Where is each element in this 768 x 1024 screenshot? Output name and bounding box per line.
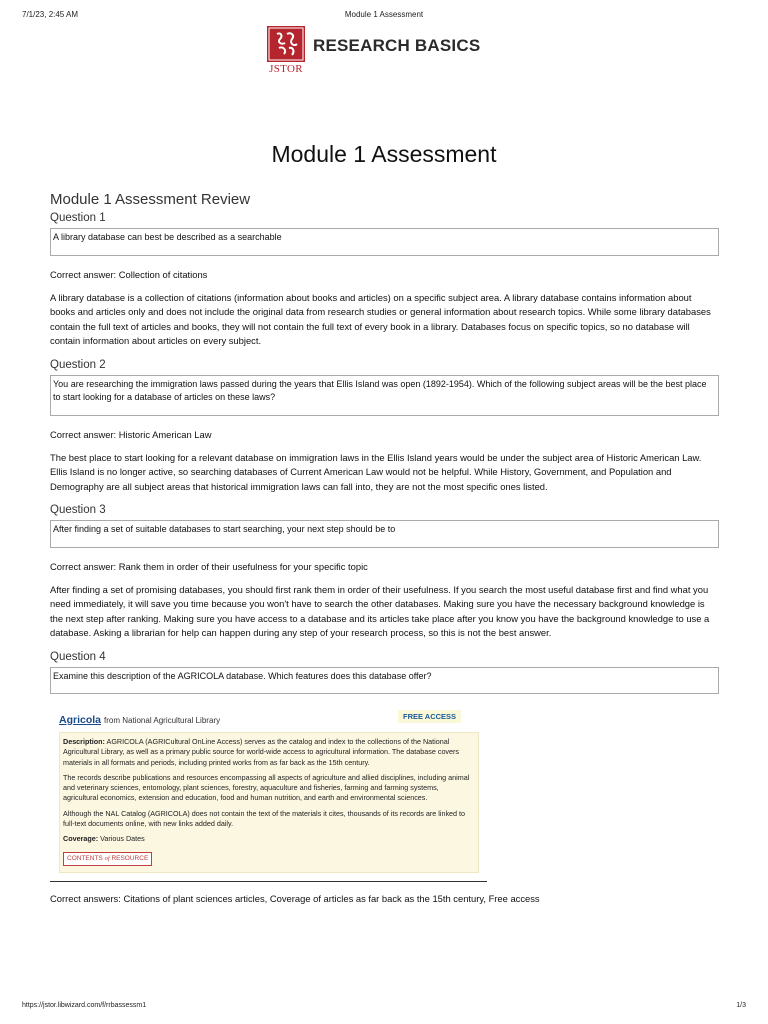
question-4-prompt: Examine this description of the AGRICOLA database. Which features does this database offer? xyxy=(50,667,719,695)
question-1-explanation: A library database is a collection of citations (information about books and articles) on a specific subject area. A library database contains information about books and articles only and does not include the original data from research studies or general information about research topics. While some library databases contain the full text of articles and books, they will not contain the full text of every book in a library. Databases focus on specific topics, so no database will contain information about articles on every subject. xyxy=(50,291,711,346)
question-3-answer: Correct answer: Rank them in order of their usefulness for your specific topic xyxy=(50,560,368,572)
question-4-label: Question 4 xyxy=(50,650,106,663)
question-2-answer: Correct answer: Historic American Law xyxy=(50,428,212,440)
print-footer xyxy=(22,1002,746,1009)
page-title: Module 1 Assessment xyxy=(271,141,497,167)
question-2-explanation: The best place to start looking for a relevant database on immigration laws in the Ellis Island years would be under the subject area of Historic American Law. Ellis Island is no longer active, so searching databases of Current American Law would not be helpful. While History, Government, and Population and Demography are all subject areas that historical immigration laws can fall into, they are not the most specific ones listed. xyxy=(50,451,702,492)
print-header xyxy=(22,10,746,22)
review-title: Module 1 Assessment Review xyxy=(50,191,251,208)
question-4-answer: Correct answers: Citations of plant sciences articles, Coverage of articles as far back as the 15th century, Free access xyxy=(50,892,540,904)
question-3-explanation: After finding a set of promising databases, you should first rank them in order of their usefulness. If you search the most useful database first and find what you need immediately, it will save you time because you won't have to search the other databases. Making sure you have the necessary background knowledge is the next step after ranking. Making sure you have access to a database and its articles take place after you know you have the background knowledge to use a database. Asking a librarian for help can happen during any step of your research process, so this is not the best answer. xyxy=(50,583,710,638)
free-access-badge: FREE ACCESS xyxy=(398,710,461,723)
assessment-content xyxy=(50,191,719,904)
jstor-logo-icon xyxy=(267,26,305,62)
agricola-description xyxy=(59,732,479,873)
print-date: 7/1/23, 2:45 AM xyxy=(22,10,79,19)
contents-link-post: RESOURCE xyxy=(111,854,149,862)
agricola-link[interactable]: Agricola xyxy=(59,714,102,726)
agricola-header xyxy=(59,710,479,732)
contents-of-resource-link[interactable] xyxy=(63,852,152,866)
print-title: Module 1 Assessment xyxy=(344,10,424,19)
contents-link-of: of xyxy=(104,854,110,862)
agricola-fulltext-para: Although the NAL Catalog (AGRICOLA) does not contain the text of the materials it cites, thousands of its records are linked to full-text documents online, with new links added daily. xyxy=(63,808,466,829)
agricola-source: from National Agricultural Library xyxy=(104,716,221,725)
agricola-desc-para xyxy=(63,737,472,768)
print-url: https://jstor.libwizard.com/f/rrbassessm1 xyxy=(22,1002,147,1009)
agricola-coverage xyxy=(63,834,472,844)
coverage-value: Various Dates xyxy=(100,834,145,844)
question-3-label: Question 3 xyxy=(50,504,106,516)
description-text: AGRICOLA (AGRICultural OnLine Access) serves as the catalog and index to the collections of the National Agricultural Library, as well as a primary public source for world-wide access to agricultural information. The database covers materials in all formats and periods, including printed works from as far back as the 15th century. xyxy=(63,737,460,767)
page-number: 1/3 xyxy=(736,1002,746,1009)
coverage-label: Coverage: xyxy=(63,834,99,844)
brand-name: RESEARCH BASICS xyxy=(313,36,481,55)
description-label: Description: xyxy=(63,737,105,746)
logo-wordmark: JSTOR xyxy=(269,63,303,75)
question-1-prompt: A library database can best be described as a searchable xyxy=(50,228,719,256)
question-3-prompt: After finding a set of suitable databases to start searching, your next step should be to xyxy=(50,520,719,548)
agricola-records-para: The records describe publications and resources encompassing all aspects of agriculture and allied disciplines, including animal and veterinary sciences, entomology, plant sciences, forestry, aquaculture and fisheries, farming and farming systems, agricultural economics, extension and education, food and human nutrition, and earth and environmental sciences. xyxy=(63,772,470,803)
question-1-label: Question 1 xyxy=(50,212,106,224)
contents-link-pre: CONTENTS xyxy=(67,854,103,862)
divider xyxy=(50,881,487,882)
question-1-answer: Correct answer: Collection of citations xyxy=(50,268,208,280)
question-2-prompt: You are researching the immigration laws passed during the years that Ellis Island was open (1892-1954). Which of the following subject areas will be the best place to start looking for a database of articles on these laws? xyxy=(50,375,719,416)
agricola-card xyxy=(59,710,479,873)
question-2-label: Question 2 xyxy=(50,358,106,371)
